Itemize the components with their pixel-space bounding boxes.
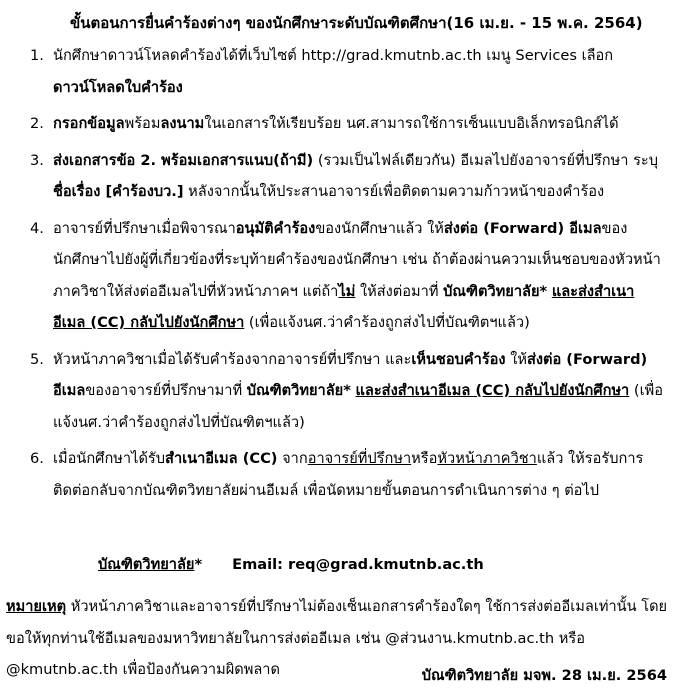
step-item: [0, 213, 665, 339]
step-text-run: (เพื่อแจ้งนศ.ว่าคำร้องถูกส่งไปที่บัณฑิตฯแล้ว): [53, 382, 663, 431]
note-label: หมายเหตุ: [6, 598, 67, 615]
step-text-run: และส่งสำเนาอีเมล (CC) กลับไปยังนักศึกษา: [53, 282, 635, 331]
step-text-run: ส่งต่อ (Forward) อีเมล: [53, 350, 648, 399]
step-text: [53, 115, 619, 132]
contact-email: Email: req@grad.kmutnb.ac.th: [232, 556, 484, 573]
step-text-run: ในเอกสารให้เรียบร้อย นศ.สามารถใช้การเซ็นแบบอิเล็กทรอนิกส์ได้: [204, 115, 619, 132]
step-number: 3.: [30, 151, 44, 169]
step-text-run: ดาวน์โหลดใบคำร้อง: [53, 78, 183, 96]
note-text: หัวหน้าภาควิชาและอาจารย์ที่ปรึกษาไม่ต้องเซ็นเอกสารคำร้องใดๆ ใช้การส่งต่ออีเมลเท่านั้น โดยขอให้ทุกท่านใช้อีเมลของมหาวิทยาลัยในการส่งต่ออีเมล เช่น @ส่วนงาน.kmutnb.ac.th หรือ @kmutnb.ac.th เพื่อป้องกันความผิดพลาด: [6, 598, 668, 678]
contact-label: บัณฑิตวิทยาลัย: [98, 556, 195, 573]
step-number: 4.: [30, 219, 44, 237]
step-text-run: หรือ: [411, 450, 438, 467]
contact-star: *: [194, 556, 203, 573]
step-text-run: บัณฑิตวิทยาลัย*: [246, 382, 351, 399]
step-text-run: (รวมเป็นไฟล์เดียวกัน) อีเมลไปยังอาจารย์ที่ปรึกษา ระบุ: [313, 151, 659, 169]
step-text-run: เห็นชอบคำร้อง: [411, 350, 506, 368]
step-text-run: ลงนาม: [160, 115, 205, 132]
step-text-run: หัวหน้าภาควิชาเมื่อได้รับคำร้องจากอาจารย์ที่ปรึกษา และ: [53, 350, 412, 368]
step-text: [53, 351, 663, 431]
step-text-run: ของอาจารย์ที่ปรึกษามาที่: [85, 382, 247, 399]
step-text-run: หัวหน้าภาควิชา: [437, 450, 537, 467]
step-text-run: จาก: [277, 450, 308, 467]
step-text-run: ให้ส่งต่อมาที่: [355, 282, 444, 300]
step-text-run: สำเนาอีเมล (CC): [165, 450, 278, 467]
step-text-run: กรอกข้อมูล: [53, 115, 125, 132]
step-text-run: บัณฑิตวิทยาลัย*: [443, 282, 548, 300]
step-item: [0, 443, 665, 506]
step-number: 2.: [30, 115, 44, 132]
step-number: 1.: [30, 47, 44, 64]
step-text-run: พร้อม: [124, 115, 161, 132]
step-text: [53, 450, 643, 499]
step-text-run: ชื่อเรื่อง [คำร้องบว.]: [53, 183, 184, 200]
step-text-run: แล้ว ให้รอรับการติดต่อกลับจากบัณฑิตวิทยาลัยผ่านอีเมล์ เพื่อนัดหมายขั้นตอนการดำเนินการต่าง ๆ ต่อไป: [53, 450, 644, 499]
step-item: [0, 145, 665, 208]
step-number: 5.: [30, 350, 44, 368]
contact-line: [98, 549, 484, 581]
step-text: [53, 152, 658, 201]
step-text-run: และส่งสำเนาอีเมล (CC) กลับไปยังนักศึกษา: [355, 382, 630, 399]
step-text-run: ของนักศึกษาแล้ว ให้: [315, 219, 444, 237]
step-text-run: ส่งเอกสารข้อ 2. พร้อมเอกสารแนบ(ถ้ามี): [53, 151, 314, 169]
step-text-run: อาจารย์ที่ปรึกษาเมื่อพิจารณา: [53, 219, 236, 237]
step-text-run: นักศึกษาดาวน์โหลดคำร้องได้ที่เว็บไซต์ http://grad.kmutnb.ac.th เมนู Services เลือก: [53, 47, 614, 64]
step-text: [53, 47, 613, 96]
step-text-run: ส่งต่อ (Forward) อีเมล: [443, 219, 602, 237]
step-text-run: หลังจากนั้นให้ประสานอาจารย์เพื่อติดตามความก้าวหน้าของคำร้อง: [183, 183, 605, 200]
step-text-run: ให้: [505, 350, 527, 368]
step-text-run: (เพื่อแจ้งนศ.ว่าคำร้องถูกส่งไปที่บัณฑิตฯแล้ว): [244, 314, 530, 331]
step-text-run: ของนักศึกษาไปยังผู้ที่เกี่ยวข้องที่ระบุท้ายคำร้องของนักศึกษา เช่น ถ้าต้องผ่านความเห็นชอบของหัวหน้าภาควิชาให้ส่งต่ออีเมลไปที่หัวหน้าภาคฯ แต่ถ้า: [53, 219, 661, 300]
step-text-run: อาจารย์ที่ปรึกษา: [307, 450, 412, 467]
step-text-run: อนุมัติคำร้อง: [235, 219, 316, 237]
step-text: [53, 220, 661, 332]
step-item: [0, 40, 665, 103]
document-title: ขั้นตอนการยื่นคำร้องต่างๆ ของนักศึกษาระดับบัณฑิตศึกษา(16 เม.ย. - 15 พ.ค. 2564): [70, 14, 643, 32]
step-text-run: ไม่: [338, 282, 356, 300]
step-item: [0, 108, 665, 140]
steps-list: [0, 40, 679, 511]
signature: บัณฑิตวิทยาลัย มจพ. 28 เม.ย. 2564: [414, 660, 667, 692]
step-text-run: เมื่อนักศึกษาได้รับ: [53, 450, 166, 467]
step-number: 6.: [30, 450, 44, 467]
step-item: [0, 344, 665, 439]
